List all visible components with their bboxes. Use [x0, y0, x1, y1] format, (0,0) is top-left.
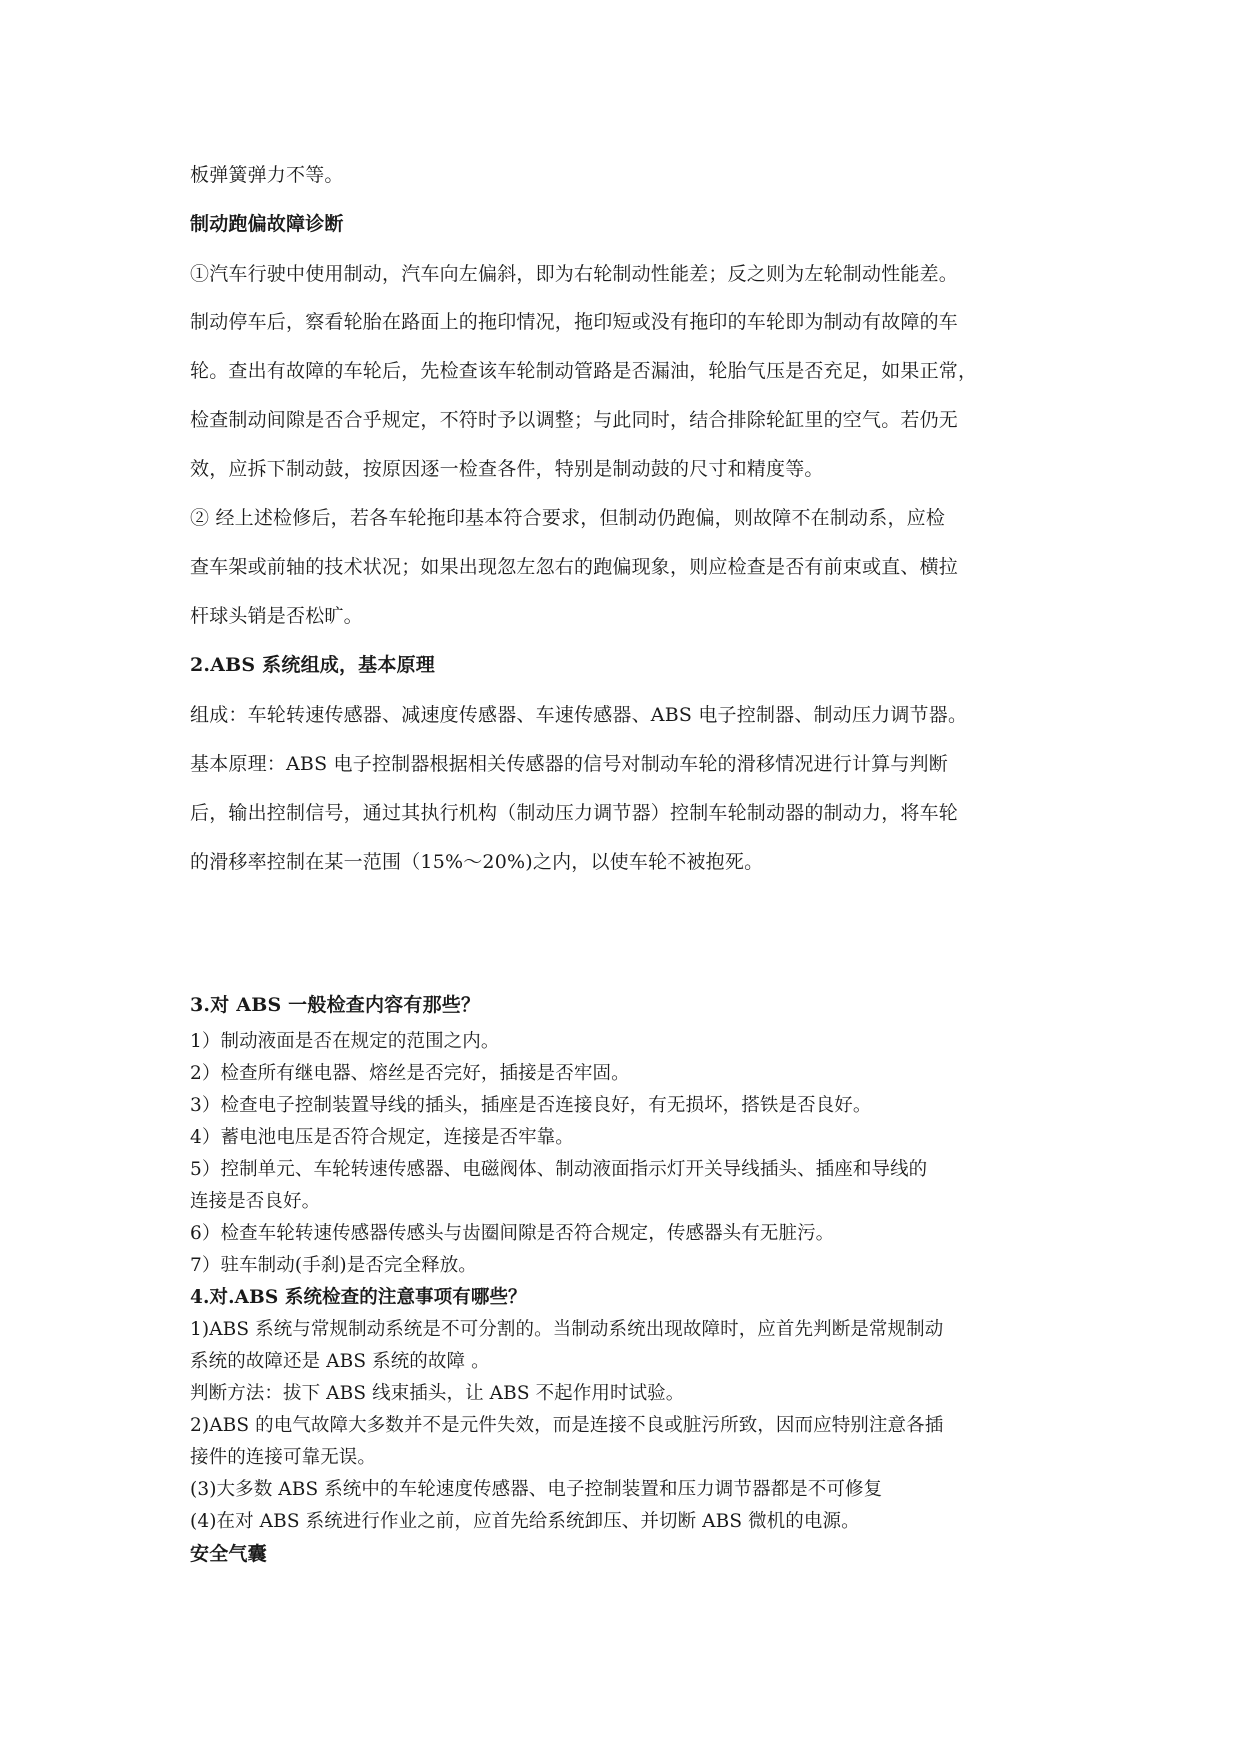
- section-heading: 3.对 ABS 一般检查内容有那些？: [190, 994, 481, 1016]
- section-heading: 制动跑偏故障诊断: [190, 213, 344, 235]
- list-item: 6）检查车轮转速传感器传感头与齿圈间隙是否符合规定，传感器头有无脏污。: [190, 1223, 835, 1244]
- text-line: 检查制动间隙是否合乎规定，不符时予以调整；与此同时，结合排除轮缸里的空气。若仍无: [190, 409, 959, 431]
- list-item: 4）蓄电池电压是否符合规定，连接是否牢靠。: [190, 1127, 574, 1148]
- list-item: 7）驻车制动(手刹)是否完全释放。: [190, 1255, 477, 1276]
- section-heading: 2.ABS 系统组成，基本原理: [190, 654, 435, 676]
- text-line: ①汽车行驶中使用制动，汽车向左偏斜，即为右轮制动性能差；反之则为左轮制动性能差。: [190, 263, 959, 285]
- text-line: 判断方法：拔下 ABS 线束插头，让 ABS 不起作用时试验。: [190, 1383, 685, 1404]
- list-item: 1）制动液面是否在规定的范围之内。: [190, 1031, 500, 1052]
- text-line: ② 经上述检修后，若各车轮拖印基本符合要求，但制动仍跑偏，则故障不在制动系，应检: [190, 507, 946, 529]
- list-item: (3)大多数 ABS 系统中的车轮速度传感器、电子控制装置和压力调节器都是不可修复: [190, 1479, 883, 1500]
- text-line: 的滑移率控制在某一范围（15%～20%)之内，以使车轮不被抱死。: [190, 851, 764, 873]
- list-item: 1)ABS 系统与常规制动系统是不可分割的。当制动系统出现故障时，应首先判断是常规制动: [190, 1319, 944, 1340]
- section-heading: 安全气囊: [190, 1543, 267, 1565]
- text-line: 轮。查出有故障的车轮后，先检查该车轮制动管路是否漏油，轮胎气压是否充足，如果正常，: [190, 360, 978, 382]
- list-item-continuation: 连接是否良好。: [190, 1191, 321, 1212]
- section-heading: 4.对.ABS 系统检查的注意事项有哪些？: [190, 1287, 527, 1308]
- text-line: 板弹簧弹力不等。: [190, 164, 344, 186]
- text-line: 效，应拆下制动鼓，按原因逐一检查各件，特别是制动鼓的尺寸和精度等。: [190, 458, 824, 480]
- list-item: 5）控制单元、车轮转速传感器、电磁阀体、制动液面指示灯开关导线插头、插座和导线的: [190, 1159, 928, 1180]
- list-item: 2）检查所有继电器、熔丝是否完好，插接是否牢固。: [190, 1063, 630, 1084]
- list-item-continuation: 接件的连接可靠无误。: [190, 1447, 377, 1468]
- list-item: 2)ABS 的电气故障大多数并不是元件失效，而是连接不良或脏污所致，因而应特别注意各插: [190, 1415, 944, 1436]
- list-item: 3）检查电子控制装置导线的插头，插座是否连接良好，有无损坏，搭铁是否良好。: [190, 1095, 872, 1116]
- list-item-continuation: 系统的故障还是 ABS 系统的故障 。: [190, 1351, 490, 1372]
- text-line: 查车架或前轴的技术状况；如果出现忽左忽右的跑偏现象，则应检查是否有前束或直、横拉: [190, 556, 959, 578]
- list-item: (4)在对 ABS 系统进行作业之前，应首先给系统卸压、并切断 ABS 微机的电源。: [190, 1511, 860, 1532]
- text-line: 后，输出控制信号，通过其执行机构（制动压力调节器）控制车轮制动器的制动力，将车轮: [190, 802, 959, 824]
- text-line: 基本原理：ABS 电子控制器根据相关传感器的信号对制动车轮的滑移情况进行计算与判断: [190, 753, 948, 775]
- text-line: 组成：车轮转速传感器、减速度传感器、车速传感器、ABS 电子控制器、制动压力调节器。: [190, 704, 968, 726]
- text-line: 制动停车后，察看轮胎在路面上的拖印情况，拖印短或没有拖印的车轮即为制动有故障的车: [190, 311, 959, 333]
- text-line: 杆球头销是否松旷。: [190, 605, 363, 627]
